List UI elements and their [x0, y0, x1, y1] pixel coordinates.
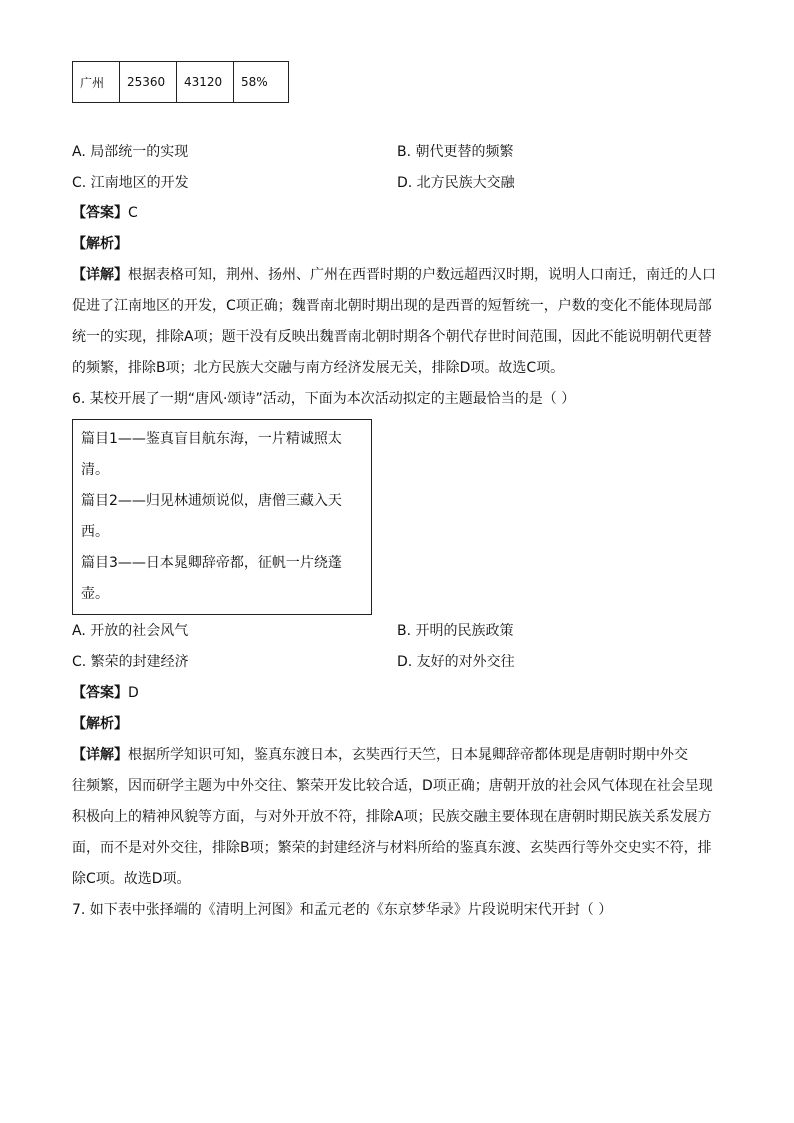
detail-text: 根据表格可知，荆州、扬州、广州在西晋时期的户数远超西汉时期，说明人口南迁，南迁的人口 — [128, 267, 716, 283]
material-line: 篇目1——鉴真盲目航东海，一片精诚照太 — [81, 431, 342, 447]
q5-detail-line-2: 促进了江南地区的开发，C项正确；魏晋南北朝时期出现的是西晋的短暂统一，户数的变化不能体现局部 — [72, 298, 712, 314]
q6-detail-line-4: 面，而不是对外交往，排除B项；繁荣的封建经济与材料所给的鉴真东渡、玄奘西行等外交史实不符，排 — [72, 840, 712, 856]
q6-analysis-tag — [72, 714, 128, 734]
detail-tag: 【详解】 — [72, 747, 128, 763]
q6-detail-line-1 — [72, 745, 688, 765]
q5-detail-line-3: 统一的实现，排除A项；题干没有反映出魏晋南北朝时期各个朝代存世时间范围，因此不能说明朝代更替 — [72, 329, 712, 345]
q6-detail-line-2: 往频繁，因而研学主题为中外交往、繁荣开发比较合适，D项正确；唐朝开放的社会风气体现在社会呈现 — [72, 778, 713, 794]
q6-stem: 6. 某校开展了一期“唐风·颂诗”活动，下面为本次活动拟定的主题最恰当的是（ ） — [72, 391, 576, 407]
table-row — [73, 62, 289, 103]
q7-stem: 7. 如下表中张择端的《清明上河图》和孟元老的《东京梦华录》片段说明宋代开封（ ） — [72, 902, 613, 918]
q5-analysis-tag — [72, 234, 128, 254]
analysis-tag: 【解析】 — [72, 716, 128, 732]
detail-tag: 【详解】 — [72, 267, 128, 283]
q5-detail-line-1 — [72, 265, 716, 285]
q5-detail-line-4: 的频繁，排除B项；北方民族大交融与南方经济发展无关，排除D项。故选C项。 — [72, 360, 565, 376]
answer-value: D — [128, 685, 139, 701]
q5-option-d: D. 北方民族大交融 — [397, 175, 515, 191]
q5-answer — [72, 203, 138, 223]
q6-option-c: C. 繁荣的封建经济 — [72, 654, 189, 670]
q6-material-box — [72, 419, 372, 615]
material-line: 西。 — [81, 524, 109, 540]
table-cell-value: 25360 — [120, 62, 177, 103]
material-line: 清。 — [81, 462, 109, 478]
answer-tag: 【答案】 — [72, 205, 128, 221]
q6-detail-line-3: 积极向上的精神风貌等方面，与对外开放不符，排除A项；民族交融主要体现在唐朝时期民族关系发展方 — [72, 809, 712, 825]
q6-option-d: D. 友好的对外交往 — [397, 654, 515, 670]
q6-answer — [72, 683, 139, 703]
q5-option-c: C. 江南地区的开发 — [72, 175, 189, 191]
table-cell-region: 广州 — [73, 62, 120, 103]
q5-option-b: B. 朝代更替的频繁 — [397, 144, 514, 160]
material-line: 壶。 — [81, 586, 109, 602]
table-cell-value: 43120 — [177, 62, 234, 103]
table-cell-percent: 58% — [234, 62, 289, 103]
analysis-tag: 【解析】 — [72, 236, 128, 252]
answer-value: C — [128, 205, 138, 221]
q5-option-a: A. 局部统一的实现 — [72, 144, 189, 160]
q6-option-a: A. 开放的社会风气 — [72, 623, 189, 639]
material-line: 篇目2——归见林逋烦说似，唐僧三藏入天 — [81, 493, 342, 509]
household-table — [72, 61, 289, 103]
material-line: 篇目3——日本晁卿辞帝都，征帆一片绕蓬 — [81, 555, 342, 571]
detail-text: 根据所学知识可知，鉴真东渡日本，玄奘西行天竺，日本晁卿辞帝都体现是唐朝时期中外交 — [128, 747, 688, 763]
answer-tag: 【答案】 — [72, 685, 128, 701]
q6-detail-line-5: 除C项。故选D项。 — [72, 871, 191, 887]
q6-option-b: B. 开明的民族政策 — [397, 623, 514, 639]
